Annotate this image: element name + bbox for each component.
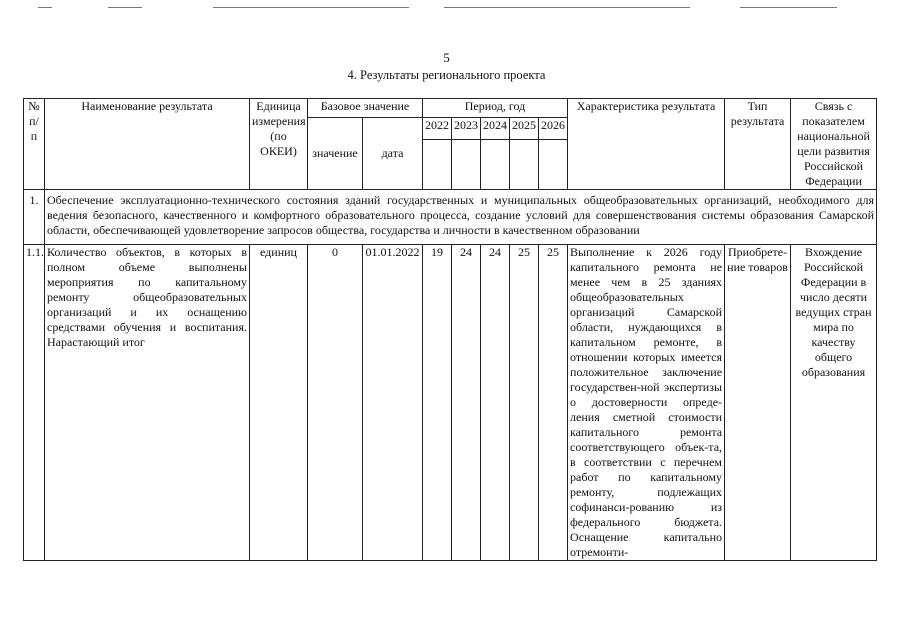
row-base-value: 0	[308, 245, 363, 561]
scan-artifact-line	[740, 7, 837, 8]
row-type: Приобрете-ние товаров	[725, 245, 791, 561]
row-value-2025: 25	[510, 245, 539, 561]
header-num: № п/п	[24, 99, 45, 190]
header-year-2022: 2022	[423, 118, 452, 140]
row-name: Количество объектов, в которых в полном объеме выполнены мероприятия по капитальному ремонту общеобразовательных организаций и их оснащению средствами обучения и воспитания. Нарастающий итог	[45, 245, 250, 561]
row-value-2022: 19	[423, 245, 452, 561]
header-year-2023: 2023	[452, 118, 481, 140]
year-cell-empty	[510, 140, 539, 190]
scan-artifact-line	[108, 7, 142, 8]
row-num: 1.1.	[24, 245, 45, 561]
header-unit: Единица измерения (по ОКЕИ)	[250, 99, 308, 190]
header-year-2025: 2025	[510, 118, 539, 140]
header-base-date: дата	[363, 118, 423, 190]
header-base: Базовое значение	[308, 99, 423, 118]
page-number: 5	[443, 50, 450, 65]
row-characteristic: Выполнение к 2026 году капитального ремонта не менее чем в 25 зданиях общеобразовательных организаций Самарской области, нуждающихся в капитальном ремонте, в отношении которых имеется положительное заключение государствен-ной экспертизы о достоверности опреде-ления сметной стоимости капитального ремонта соответствующего объек-та, в соответствии с перечнем работ по капитальному ремонту, подлежащих софинанси-рованию из федерального бюджета. Оснащение капитально отремонти-	[568, 245, 725, 561]
row-value-2026: 25	[539, 245, 568, 561]
row-value-2024: 24	[481, 245, 510, 561]
results-table	[23, 98, 877, 561]
header-period: Период, год	[423, 99, 568, 118]
year-cell-empty	[423, 140, 452, 190]
header-base-value: значение	[308, 118, 363, 190]
row-unit: единиц	[250, 245, 308, 561]
header-type: Тип результата	[725, 99, 791, 190]
scan-artifact-line	[38, 7, 52, 8]
row-base-date: 01.01.2022	[363, 245, 423, 561]
year-cell-empty	[452, 140, 481, 190]
header-year-2026: 2026	[539, 118, 568, 140]
year-cell-empty	[539, 140, 568, 190]
section-num: 1.	[24, 190, 45, 245]
section-text: Обеспечение эксплуатационно-технического состояния зданий государственных и муниципальных общеобразовательных организаций, необходимого для ведения безопасного, качественного и комфортного образовательного процесса, создание условий для совершенствования системы образования Самарской области, обеспечивающей удовлетворение запросов общества, государства и личности в качественном образовании	[45, 190, 877, 245]
header-year-2024: 2024	[481, 118, 510, 140]
section-title: 4. Результаты регионального проекта	[347, 68, 546, 82]
row-link: Вхождение Российской Федерации в число десяти ведущих стран мира по качеству общего образования	[791, 245, 877, 561]
row-value-2023: 24	[452, 245, 481, 561]
scan-artifact-line	[213, 7, 409, 8]
year-cell-empty	[481, 140, 510, 190]
scan-artifact-line	[444, 7, 690, 8]
header-link: Связь с показателем национальной цели развития Российской Федерации	[791, 99, 877, 190]
header-name: Наименование результата	[45, 99, 250, 190]
header-characteristic: Характеристика результата	[568, 99, 725, 190]
